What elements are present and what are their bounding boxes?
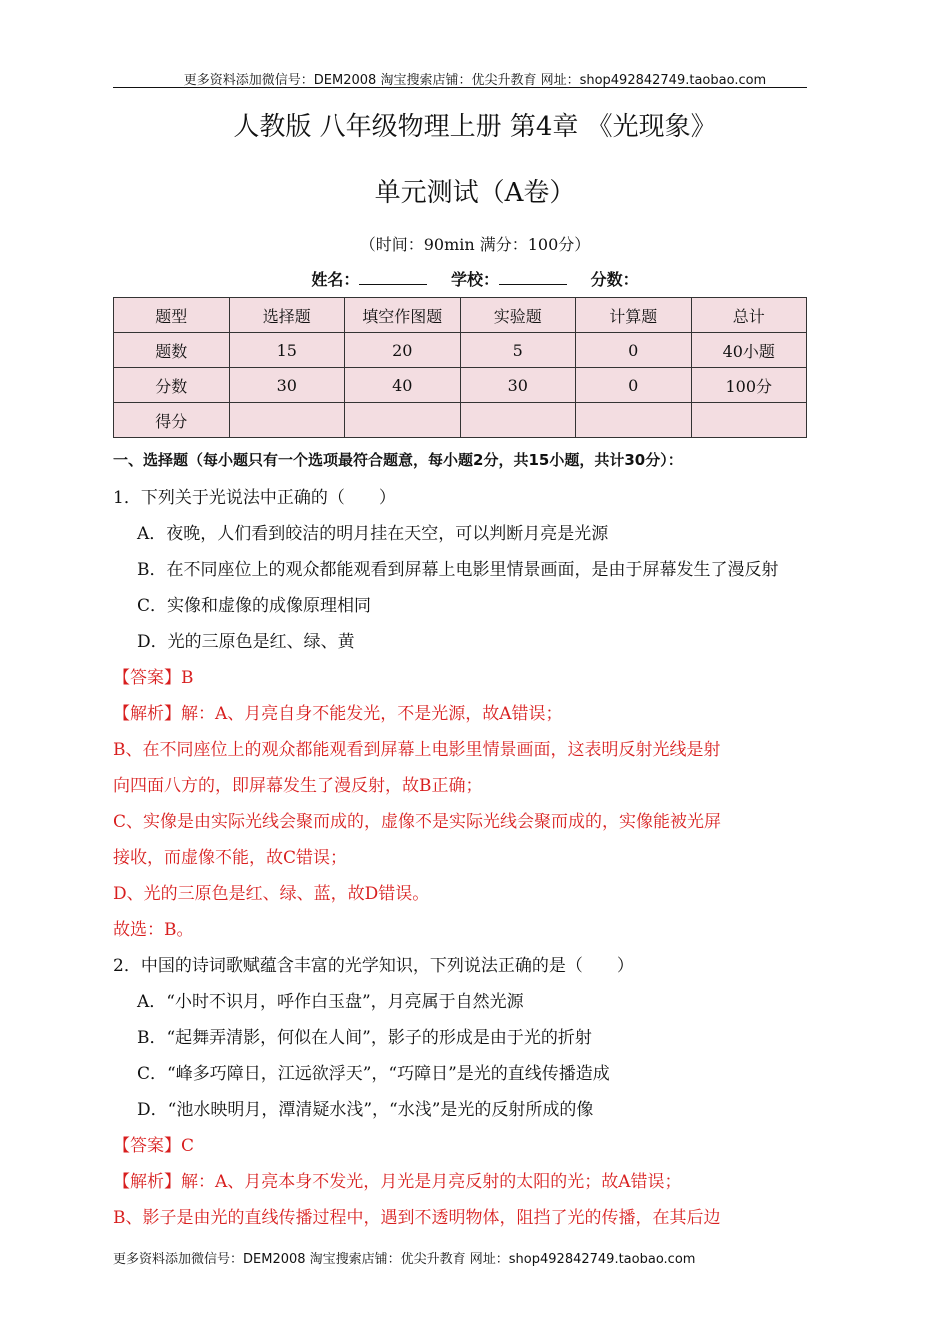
table-header: 题型 (114, 298, 230, 333)
analysis-text: D、光的三原色是红、绿、蓝，故D错误。 (113, 884, 430, 904)
section-heading: 一、选择题（每小题只有一个选项最符合题意，每小题2分，共15小题，共计30分）： (113, 451, 683, 469)
header-rule (113, 87, 807, 88)
page-header: 更多资料添加微信号：DEM2008 淘宝搜索店铺：优尖升教育 网址：shop492842749.taobao.com (183, 73, 767, 88)
question-stem: 1．下列关于光说法中正确的（ ） (113, 488, 396, 508)
table-cell: 分数 (114, 368, 230, 403)
analysis-text: B、影子是由光的直线传播过程中，遇到不透明物体，阻挡了光的传播，在其后边 (113, 1208, 721, 1228)
answer-option: B．在不同座位上的观众都能观看到屏幕上电影里情景画面，是由于屏幕发生了漫反射 (137, 560, 779, 580)
analysis-text: 故选：B。 (113, 920, 194, 940)
analysis-tag: 【解析】 (113, 704, 181, 724)
answer-tag: 【答案】 (113, 1136, 181, 1156)
table-cell: 40小题 (691, 333, 807, 368)
analysis-text: B、在不同座位上的观众都能观看到屏幕上电影里情景画面，这表明反射光线是射 (113, 740, 721, 760)
answer-option: A．“小时不识月，呼作白玉盘”，月亮属于自然光源 (137, 992, 524, 1012)
answer-option: C．实像和虚像的成像原理相同 (137, 596, 372, 616)
name-blank[interactable] (359, 270, 427, 285)
answer-option: A．夜晚，人们看到皎洁的明月挂在天空，可以判断月亮是光源 (137, 524, 609, 544)
doc-subtitle: 单元测试（A卷） (374, 178, 576, 208)
table-cell: 15 (229, 333, 345, 368)
question-stem: 2．中国的诗词歌赋蕴含丰富的光学知识，下列说法正确的是（ ） (113, 956, 634, 976)
school-blank[interactable] (499, 270, 567, 285)
answer-line (113, 663, 194, 688)
table-header: 计算题 (576, 298, 692, 333)
name-label: 姓名： (311, 270, 360, 289)
answer-tag: 【答案】 (113, 668, 181, 688)
table-cell: 0 (576, 333, 692, 368)
answer-option: B．“起舞弄清影，何似在人间”，影子的形成是由于光的折射 (137, 1028, 592, 1048)
analysis-tag: 【解析】 (113, 1172, 181, 1192)
table-cell: 40 (345, 368, 461, 403)
page-footer: 更多资料添加微信号：DEM2008 淘宝搜索店铺：优尖升教育 网址：shop492842749.taobao.com (113, 1252, 696, 1267)
table-cell: 30 (229, 368, 345, 403)
table-header-row (114, 298, 807, 333)
table-row (114, 403, 807, 438)
answer-option: D．“池水映明月，潭清疑水浅”，“水浅”是光的反射所成的像 (137, 1100, 594, 1120)
table-cell: 20 (345, 333, 461, 368)
table-header: 填空作图题 (345, 298, 461, 333)
answer-value: C (181, 1136, 195, 1156)
analysis-text: C、实像是由实际光线会聚而成的，虚像不是实际光线会聚而成的，实像能被光屏 (113, 812, 722, 832)
analysis-text: 向四面八方的，即屏幕发生了漫反射，故B正确； (113, 776, 483, 796)
analysis-text: 接收，而虚像不能，故C错误； (113, 848, 348, 868)
doc-title: 人教版 八年级物理上册 第4章 《光现象》 (233, 112, 717, 142)
table-cell: 100分 (691, 368, 807, 403)
table-row (114, 333, 807, 368)
score-label: 分数： (590, 270, 639, 289)
score-entry-cell[interactable] (576, 403, 692, 438)
table-header: 实验题 (460, 298, 576, 333)
table-cell: 30 (460, 368, 576, 403)
answer-line (113, 1131, 194, 1156)
table-header: 总计 (691, 298, 807, 333)
answer-option: D．光的三原色是红、绿、黄 (137, 632, 355, 652)
answer-option: C．“峰多巧障日，江远欲浮天”，“巧障日”是光的直线传播造成 (137, 1064, 610, 1084)
score-entry-cell[interactable] (345, 403, 461, 438)
student-info-row (0, 267, 950, 290)
answer-value: B (181, 668, 194, 688)
analysis-line (113, 1167, 682, 1192)
score-entry-cell[interactable] (460, 403, 576, 438)
analysis-text: 解：A、月亮自身不能发光，不是光源，故A错误； (181, 704, 563, 724)
table-cell: 5 (460, 333, 576, 368)
table-cell: 得分 (114, 403, 230, 438)
time-score-info: （时间：90min 满分：100分） (359, 235, 591, 254)
table-cell: 题数 (114, 333, 230, 368)
table-row (114, 368, 807, 403)
analysis-line (113, 699, 563, 724)
score-table (113, 297, 807, 438)
score-entry-cell[interactable] (229, 403, 345, 438)
school-label: 学校： (450, 270, 499, 289)
analysis-text: 解：A、月亮本身不发光，月光是月亮反射的太阳的光；故A错误； (181, 1172, 682, 1192)
score-entry-cell[interactable] (691, 403, 807, 438)
table-header: 选择题 (229, 298, 345, 333)
table-cell: 0 (576, 368, 692, 403)
